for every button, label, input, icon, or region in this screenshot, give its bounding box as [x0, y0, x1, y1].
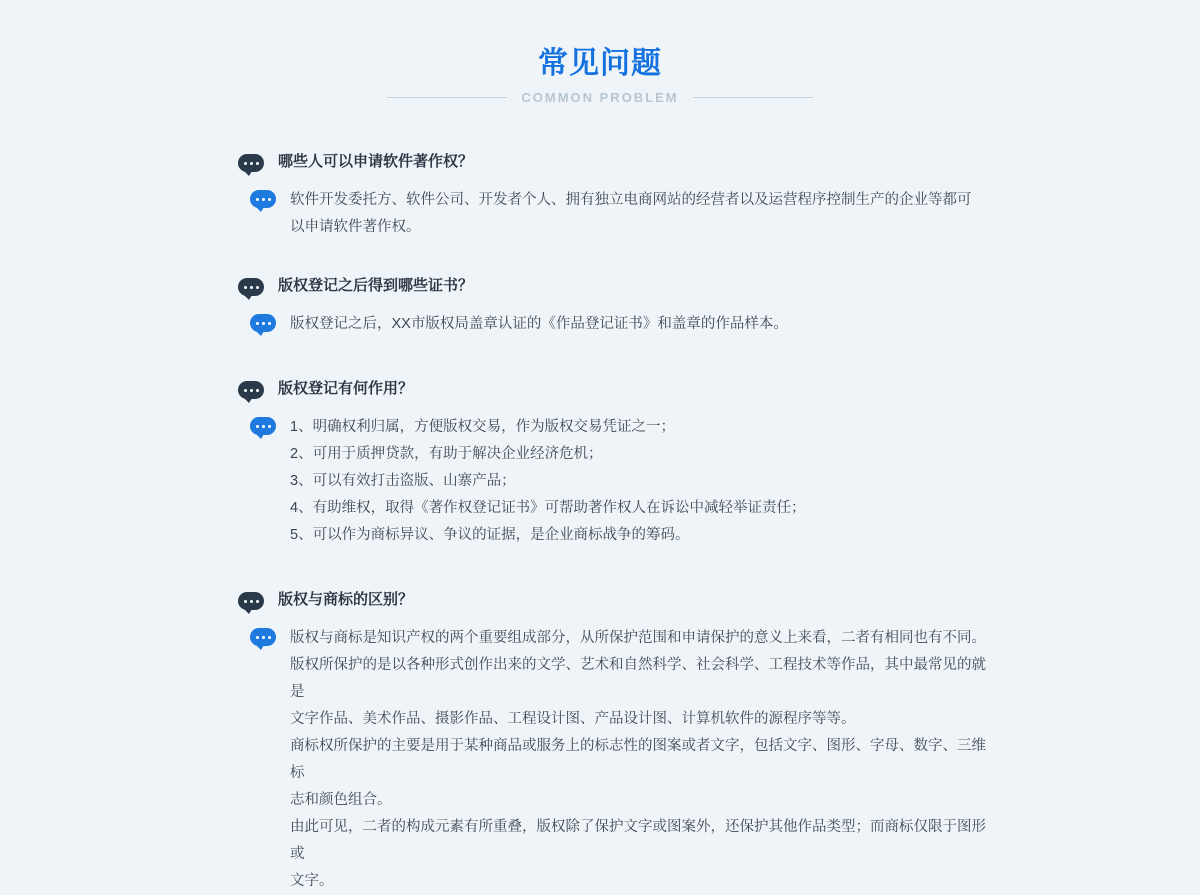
faq-question-row[interactable]	[0, 589, 1200, 611]
faq-answer-line: 软件开发委托方、软件公司、开发者个人、拥有独立电商网站的经营者以及运营程序控制生产的企业等都可	[290, 192, 972, 208]
chat-bubble-dark-icon	[238, 154, 264, 172]
chat-bubble-blue-icon	[250, 628, 276, 646]
faq-answer-line: 志和颜色组合。	[290, 792, 392, 808]
faq-answer-row	[0, 414, 1200, 549]
faq-question-text: 哪些人可以申请软件著作权？	[278, 153, 474, 170]
chat-bubble-dark-icon	[238, 592, 264, 610]
faq-answer-line: 5、可以作为商标异议、争议的证据，是企业商标战争的筹码。	[290, 527, 690, 543]
chat-bubble-blue-icon	[250, 417, 276, 435]
faq-answer-text	[290, 414, 806, 549]
faq-answer-text	[290, 625, 990, 895]
faq-item[interactable]	[0, 275, 1200, 338]
divider-right	[693, 97, 813, 98]
faq-answer-line: 文字。	[290, 873, 334, 889]
faq-answer-text	[290, 187, 972, 241]
faq-answer-row	[0, 625, 1200, 895]
faq-answer-line: 由此可见，二者的构成元素有所重叠，版权除了保护文字或图案外，还保护其他作品类型；而商标仅限于图形或	[290, 819, 986, 862]
faq-question-text: 版权与商标的区别？	[278, 591, 414, 608]
faq-item[interactable]	[0, 589, 1200, 895]
faq-answer-line: 以申请软件著作权。	[290, 219, 421, 235]
faq-answer-line: 4、有助维权，取得《著作权登记证书》可帮助著作权人在诉讼中减轻举证责任；	[290, 500, 806, 516]
chat-bubble-blue-icon	[250, 190, 276, 208]
faq-question-text: 版权登记之后得到哪些证书？	[278, 277, 474, 294]
faq-answer-row	[0, 311, 1200, 338]
faq-answer-line: 版权与商标是知识产权的两个重要组成部分，从所保护范围和申请保护的意义上来看，二者有相同也有不同。	[290, 630, 986, 646]
faq-answer-line: 2、可用于质押贷款，有助于解决企业经济危机；	[290, 446, 603, 462]
faq-question-text: 版权登记有何作用？	[278, 380, 414, 397]
faq-answer-line: 版权登记之后，XX市版权局盖章认证的《作品登记证书》和盖章的作品样本。	[290, 316, 788, 332]
page-header	[0, 0, 1200, 105]
chat-bubble-dark-icon	[238, 278, 264, 296]
divider-left	[387, 97, 507, 98]
faq-question-row[interactable]	[0, 151, 1200, 173]
faq-answer-row	[0, 187, 1200, 241]
faq-answer-line: 商标权所保护的主要是用于某种商品或服务上的标志性的图案或者文字，包括文字、图形、字母、数字、三维标	[290, 738, 986, 781]
page-subtitle-row	[0, 90, 1200, 105]
page-title: 常见问题	[538, 47, 662, 80]
chat-bubble-blue-icon	[250, 314, 276, 332]
faq-question-row[interactable]	[0, 275, 1200, 297]
faq-answer-line: 3、可以有效打击盗版、山寨产品；	[290, 473, 516, 489]
faq-answer-text	[290, 311, 788, 338]
faq-answer-line: 版权所保护的是以各种形式创作出来的文学、艺术和自然科学、社会科学、工程技术等作品，其中最常见的就是	[290, 657, 986, 700]
faq-list	[0, 151, 1200, 895]
faq-question-row[interactable]	[0, 378, 1200, 400]
page-subtitle: COMMON PROBLEM	[521, 90, 679, 105]
chat-bubble-dark-icon	[238, 381, 264, 399]
faq-item[interactable]	[0, 378, 1200, 549]
faq-answer-line: 文字作品、美术作品、摄影作品、工程设计图、产品设计图、计算机软件的源程序等等。	[290, 711, 856, 727]
faq-item[interactable]	[0, 151, 1200, 241]
faq-answer-line: 1、明确权利归属，方便版权交易，作为版权交易凭证之一；	[290, 419, 676, 435]
